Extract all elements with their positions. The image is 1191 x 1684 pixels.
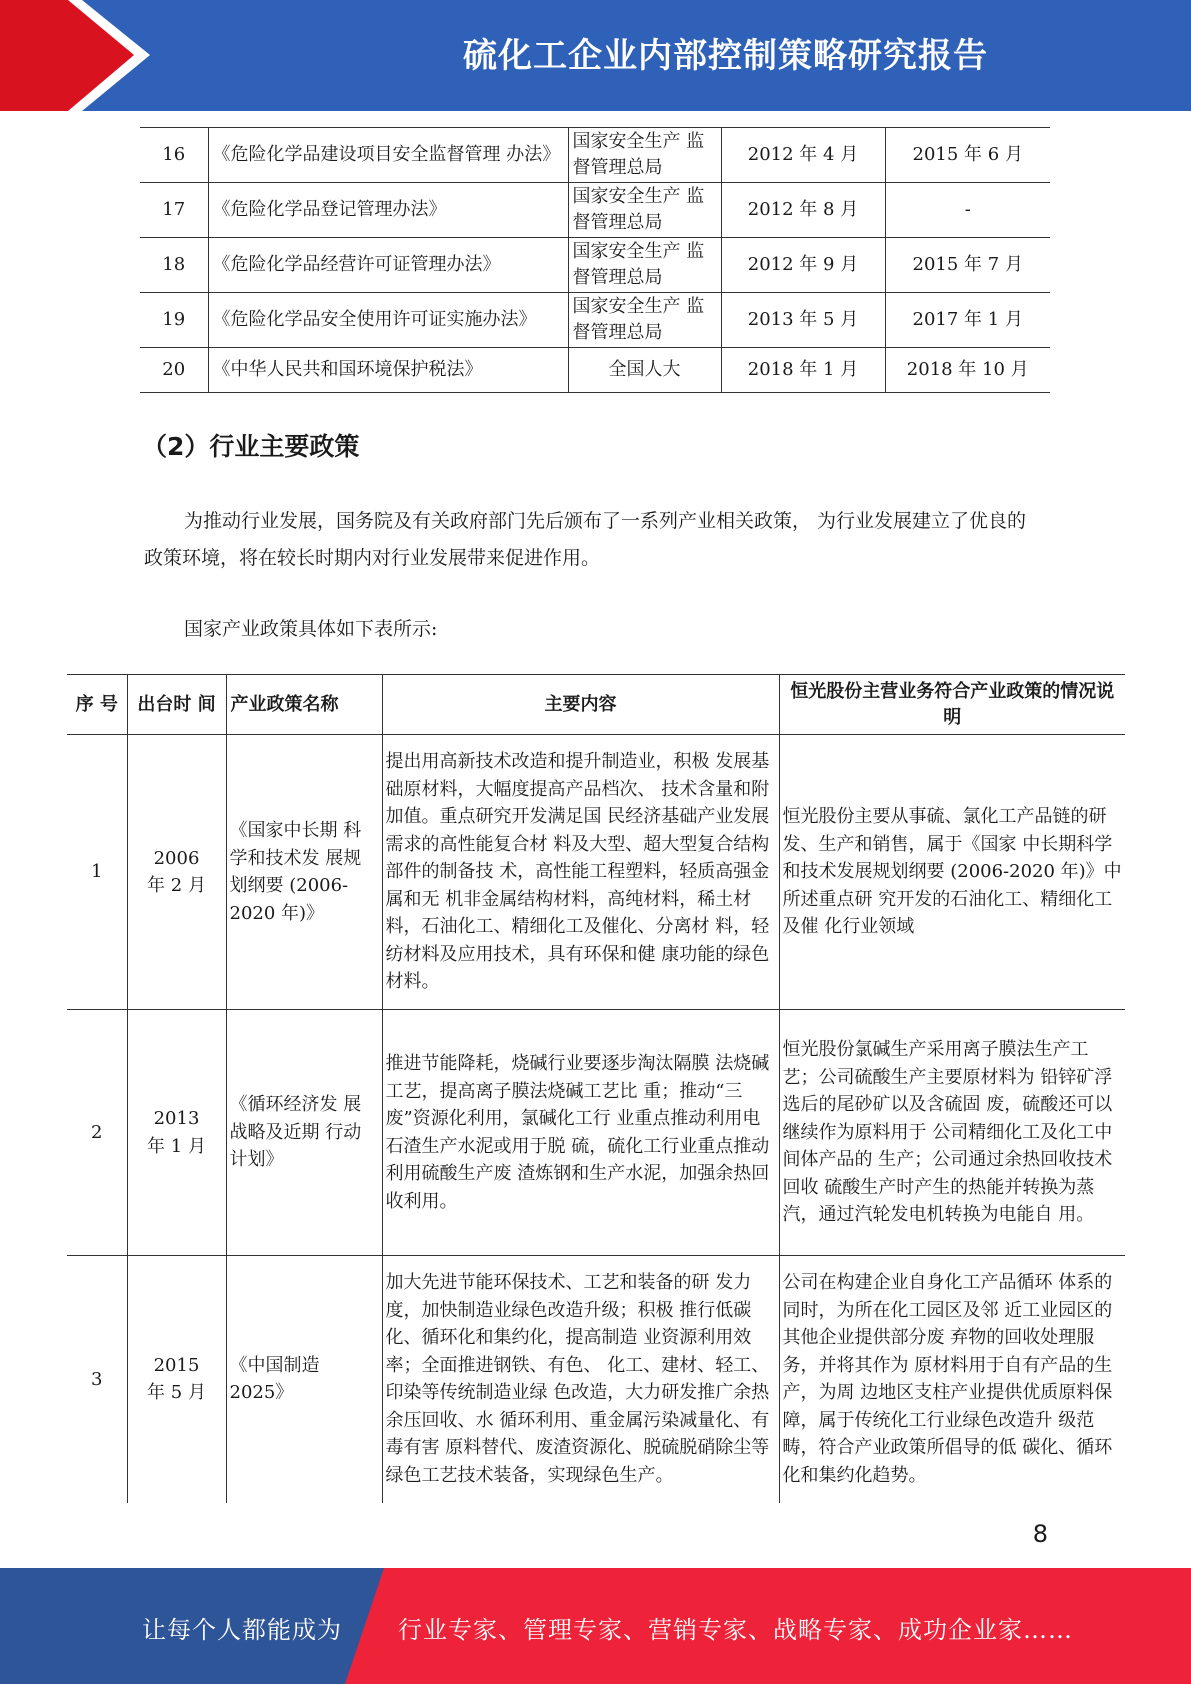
policy-table [67, 674, 1125, 1503]
regulation-name: 《危险化学品登记管理办法》 [208, 183, 568, 238]
page-number: 8 [1032, 1520, 1048, 1548]
table-row [67, 1256, 1125, 1503]
policy-content: 提出用高新技术改造和提升制造业，积极 发展基础原材料，大幅度提高产品档次、 技术含量和附加值。重点研究开发满足国 民经济基础产业发展需求的高性能复合材 料及大型、超大型复合结构部件的制备技 术，高性能工程塑料，轻质高强金属和无 机非金属结构材料，高纯材料，稀土材 料，石油化工、精细化工及催化、分离材 料，轻纺材料及应用技术，具有环保和健 康功能的绿色材料。 [382, 735, 779, 1010]
table-row [140, 183, 1050, 238]
policy-content: 推进节能降耗，烧碱行业要逐步淘汰隔膜 法烧碱工艺，提高离子膜法烧碱工艺比 重；推动“三废”资源化利用，氯碱化工行 业重点推动利用电石渣生产水泥或用于脱 硫，硫化工行业重点推动利用硫酸生产废 渣炼钢和生产水泥，加强余热回收利用。 [382, 1010, 779, 1256]
section-heading: （2）行业主要政策 [142, 432, 360, 461]
regulation-table [140, 127, 1050, 393]
row-number: 20 [140, 348, 208, 393]
intro-paragraph: 为推动行业发展，国务院及有关政府部门先后颁布了一系列产业相关政策， 为行业发展建立了优良的政策环境，将在较长时期内对行业发展带来促进作用。 [144, 510, 1027, 569]
column-header-number: 序 号 [67, 675, 127, 735]
revision-date: 2015 年 7 月 [885, 238, 1050, 293]
issue-date: 2012 年 9 月 [721, 238, 885, 293]
issue-date: 2013 年 1 月 [127, 1010, 226, 1256]
issue-date: 2018 年 1 月 [721, 348, 885, 393]
revision-date: 2015 年 6 月 [885, 128, 1050, 183]
table-row [140, 128, 1050, 183]
issuing-authority: 国家安全生产 监督管理总局 [568, 128, 721, 183]
issuing-authority: 全国人大 [568, 348, 721, 393]
regulation-name: 《危险化学品建设项目安全监督管理 办法》 [208, 128, 568, 183]
compliance-note: 恒光股份氯碱生产采用离子膜法生产工艺；公司硫酸生产主要原材料为 铅锌矿浮选后的尾砂矿以及含硫固 废，硫酸还可以继续作为原料用于 公司精细化工及化工中间体产品的 生产；公司通过余热回收技术回收 硫酸生产时产生的热能并转换为蒸 汽，通过汽轮发电机转换为电能自 用。 [779, 1010, 1125, 1256]
issue-date: 2012 年 4 月 [721, 128, 885, 183]
issuing-authority: 国家安全生产 监督管理总局 [568, 293, 721, 348]
regulation-name: 《危险化学品经营许可证管理办法》 [208, 238, 568, 293]
regulation-name: 《危险化学品安全使用许可证实施办法》 [208, 293, 568, 348]
compliance-note: 恒光股份主要从事硫、氯化工产品链的研发、生产和销售，属于《国家 中长期科学和技术发展规划纲要 (2006-2020 年)》中所述重点研 究开发的石油化工、精细化工及催 化行业领域 [779, 735, 1125, 1010]
page-header [0, 0, 1191, 111]
revision-date: 2018 年 10 月 [885, 348, 1050, 393]
revision-date: - [885, 183, 1050, 238]
row-number: 19 [140, 293, 208, 348]
issue-date: 2015 年 5 月 [127, 1256, 226, 1503]
column-header-compliance: 恒光股份主营业务符合产业政策的情况说明 [779, 675, 1125, 735]
header-chevron-graphic [0, 0, 300, 111]
table-intro-paragraph: 国家产业政策具体如下表所示: [184, 618, 438, 640]
policy-content: 加大先进节能环保技术、工艺和装备的研 发力度，加快制造业绿色改造升级；积极 推行低碳化、循环化和集约化，提高制造 业资源利用效率；全面推进钢铁、有色、 化工、建材、轻工、印染等传统制造业绿 色改造，大力研发推广余热余压回收、水 循环利用、重金属污染减量化、有毒有害 原料替代、废渣资源化、脱硫脱硝除尘等 绿色工艺技术装备，实现绿色生产。 [382, 1256, 779, 1503]
row-number: 3 [67, 1256, 127, 1503]
footer-slogan-left: 让每个人都能成为 [142, 1616, 342, 1644]
revision-date: 2017 年 1 月 [885, 293, 1050, 348]
row-number: 1 [67, 735, 127, 1010]
issue-date: 2012 年 8 月 [721, 183, 885, 238]
policy-name: 《中国制造 2025》 [226, 1256, 382, 1503]
table-header-row [67, 675, 1125, 735]
issue-date: 2013 年 5 月 [721, 293, 885, 348]
page-footer [0, 1568, 1191, 1684]
issuing-authority: 国家安全生产 监督管理总局 [568, 238, 721, 293]
row-number: 18 [140, 238, 208, 293]
column-header-policy-name: 产业政策名称 [226, 675, 382, 735]
issuing-authority: 国家安全生产 监督管理总局 [568, 183, 721, 238]
footer-slogan-right: 行业专家、管理专家、营销专家、战略专家、成功企业家…… [398, 1616, 1073, 1644]
column-header-content: 主要内容 [382, 675, 779, 735]
issue-date: 2006 年 2 月 [127, 735, 226, 1010]
row-number: 17 [140, 183, 208, 238]
table-row [140, 293, 1050, 348]
column-header-date: 出台时 间 [127, 675, 226, 735]
table-row [140, 238, 1050, 293]
table-row [140, 348, 1050, 393]
table-row [67, 1010, 1125, 1256]
row-number: 16 [140, 128, 208, 183]
policy-name: 《国家中长期 科学和技术发 展规划纲要 (2006-2020 年)》 [226, 735, 382, 1010]
table-row [67, 735, 1125, 1010]
policy-name: 《循环经济发 展战略及近期 行动计划》 [226, 1010, 382, 1256]
row-number: 2 [67, 1010, 127, 1256]
compliance-note: 公司在构建企业自身化工产品循环 体系的同时，为所在化工园区及邻 近工业园区的其他企业提供部分废 弃物的回收处理服务，并将其作为 原材料用于自有产品的生产，为周 边地区支柱产业提供优质原料保 障，属于传统化工行业绿色改造升 级范畴，符合产业政策所倡导的低 碳化、循环化和集约化趋势。 [779, 1256, 1125, 1503]
regulation-name: 《中华人民共和国环境保护税法》 [208, 348, 568, 393]
report-title: 硫化工企业内部控制策略研究报告 [463, 36, 988, 76]
